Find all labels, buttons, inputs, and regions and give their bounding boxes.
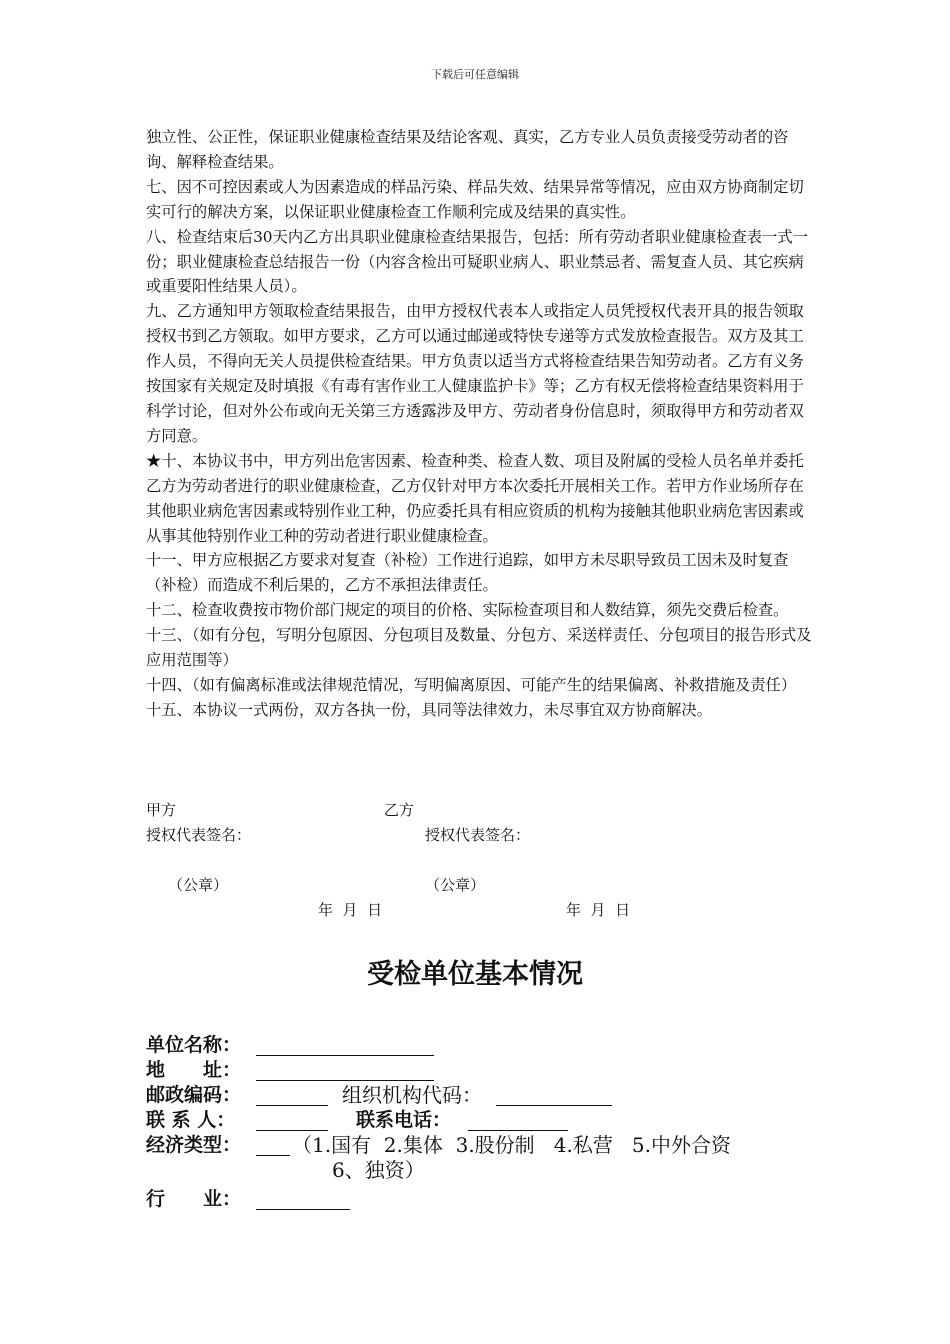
clause-9: 九、乙方通知甲方领取检查结果报告，由甲方授权代表本人或指定人员凭授权代表开具的报告领取授权书到乙方领取。如甲方要求，乙方可以通过邮递或特快专递等方式发放检查报告。双方及其工作人员，不得向无关人员提供检查结果。甲方负责以适当方式将检查结果告知劳动者。乙方有义务按国家有关规定及时填报《有毒有害作业工人健康监护卡》等；乙方有权无偿将检查结果资料用于科学讨论，但对外公布或向无关第三方透露涉及甲方、劳动者身份信息时，须取得甲方和劳动者双方同意。 [146, 302, 804, 445]
form-title: 受检单位基本情况 [367, 959, 583, 990]
clause-11: 十一、甲方应根据乙方要求对复查（补检）工作进行追踪，如甲方未尽职导致员工因未及时复查（补检）而造成不利后果的，乙方不承担法律责任。 [146, 551, 789, 595]
party-b-seal: （公章） [425, 876, 486, 894]
agreement-body [146, 125, 816, 723]
phone-label: 联系电话： [356, 1109, 452, 1131]
econ-type-options: （1.国有 2.集体 3.股份制 4.私营 5.中外合资 [292, 1133, 731, 1157]
address-label: 地 址： [146, 1059, 242, 1081]
industry-field[interactable] [256, 1187, 350, 1210]
party-a-seal: （公章） [168, 876, 229, 894]
clause-15: 十五、本协议一式两份，双方各执一份，具同等法律效力，未尽事宜双方协商解决。 [146, 700, 712, 719]
clause-8: 八、检查结束后30天内乙方出具职业健康检查结果报告，包括：所有劳动者职业健康检查表一式一份；职业健康检查总结报告一份（内容含检出可疑职业病人、职业禁忌者、需复查人员、其它疾病或重要阳性结果人员）。 [146, 227, 808, 296]
phone-field[interactable] [468, 1108, 568, 1131]
party-b-date: 年 月 日 [566, 901, 631, 919]
address-field[interactable] [256, 1058, 434, 1081]
page-header-note: 下载后可任意编辑 [431, 68, 519, 81]
clause-10: ★十、本协议书中，甲方列出危害因素、检查种类、检查人数、项目及附属的受检人员名单并委托乙方为劳动者进行的职业健康检查，乙方仅针对甲方本次委托开展相关工作。若甲方作业场所存在其他职业病危害因素或特别作业工种，仍应委托具有相应资质的机构为接触其他职业病危害因素或从事其他特别作业工种的劳动者进行职业健康检查。 [146, 451, 804, 545]
clause-7: 七、因不可控因素或人为因素造成的样品污染、样品失效、结果异常等情况，应由双方协商制定切实可行的解决方案，以保证职业健康检查工作顺利完成及结果的真实性。 [146, 177, 804, 221]
party-a-label: 甲方 [146, 801, 177, 819]
postcode-field[interactable] [256, 1083, 328, 1106]
party-b-rep-signature: 授权代表签名： [425, 826, 531, 844]
unit-name-field[interactable] [256, 1033, 434, 1056]
industry-label: 行 业： [146, 1188, 242, 1210]
party-a-rep-signature: 授权代表签名： [146, 826, 252, 844]
unit-name-label: 单位名称： [146, 1034, 242, 1056]
clause-continuation: 独立性、公正性，保证职业健康检查结果及结论客观、真实，乙方专业人员负责接受劳动者的咨询、解释检查结果。 [146, 128, 789, 171]
party-b-label: 乙方 [384, 801, 415, 819]
econ-type-options-cont: 6、独资） [332, 1158, 425, 1182]
org-code-field[interactable] [496, 1083, 612, 1106]
party-a-date: 年 月 日 [318, 901, 383, 919]
clause-13: 十三、（如有分包，写明分包原因、分包项目及数量、分包方、采送样责任、分包项目的报告形式及应用范围等） [146, 626, 812, 670]
contact-field[interactable] [256, 1108, 328, 1131]
econ-type-field[interactable] [256, 1133, 290, 1156]
contact-label: 联 系 人： [146, 1109, 236, 1131]
econ-type-label: 经济类型： [146, 1134, 242, 1156]
org-code-label: 组织机构代码： [342, 1083, 482, 1107]
clause-12: 十二、检查收费按市物价部门规定的项目的价格、实际检查项目和人数结算，须先交费后检查。 [146, 601, 789, 620]
postcode-label: 邮政编码： [146, 1084, 242, 1106]
clause-14: 十四、（如有偏离标准或法律规范情况，写明偏离原因、可能产生的结果偏离、补救措施及责任） [146, 675, 797, 694]
